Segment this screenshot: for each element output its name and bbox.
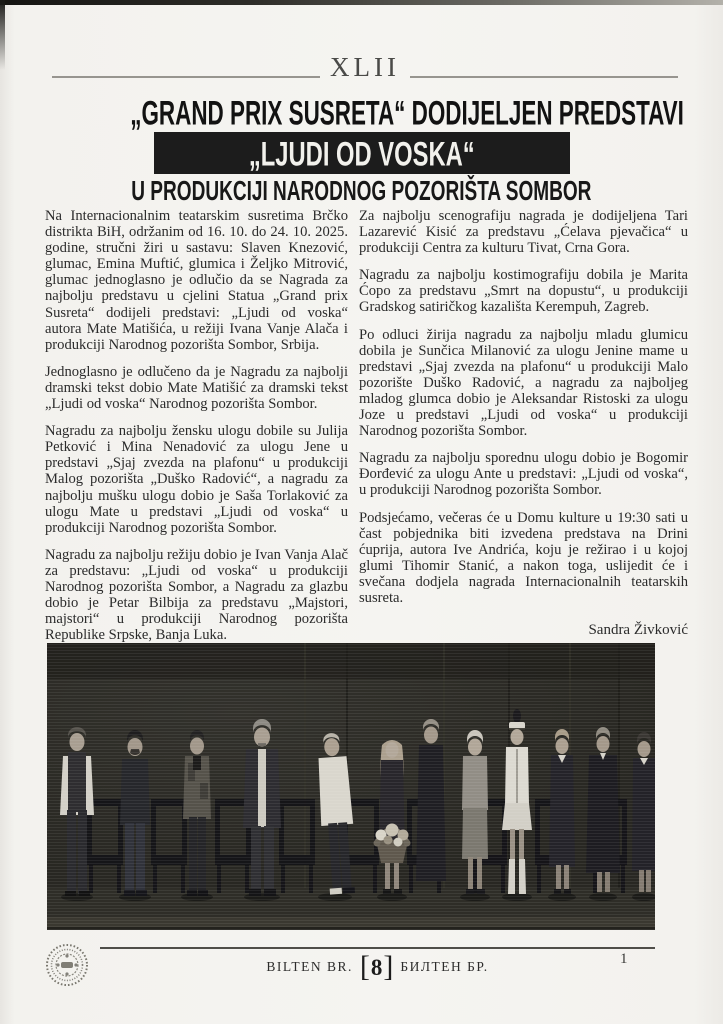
footer-label-cyrillic: БИЛТЕН БР. [400, 959, 489, 974]
headline-line3 [0, 177, 723, 205]
stage-photo-graphic [47, 643, 655, 930]
paragraph: Na Internacionalnim teatarskim susretima Brčko distrikta BiH, održanim od 16. 10. do 24. 10. 2025. godine, stručni žiri u sastavu: Slaven Knezović, glumac, Emina Muftić, glumica i Željko Mitrović, glumac jednoglasno je odlučio da se Nagrada za najbolju predstavu u cjelini Statua „Grand prix Susreta“ dodijeli predstavi: „Ljudi od voska“ autora Mate Matišića, u režiji Ivana Vanje Alača i produkciji Narodnog pozorišta Sombor, Srbija. [45, 208, 348, 353]
footer-imprint [100, 952, 655, 982]
headline-line2-text: „LJUDI OD VOSKA“ [248, 133, 475, 173]
paragraph: Jednoglasno je odlučeno da je Nagradu za najbolji dramski tekst dobio Mate Matišić za dramski tekst „Ljudi od voska“ Narodnog pozorišta Sombor. [45, 363, 348, 413]
footer-rule [100, 947, 655, 949]
bracket-left: [ [359, 950, 370, 983]
stage-photo [47, 643, 655, 930]
volume-roman-numeral: XLII [330, 52, 400, 82]
headline-line1-text: „GRAND PRIX SUSRETA“ DODIJELJEN PREDSTAVI [130, 92, 684, 132]
paragraph: Za najbolju scenografiju nagrada je dodijeljena Tari Lazarević Kisić za predstavu „Ćelava pjevačica“ u produkciji Centra za kulturu Tivat, Crna Gora. [359, 208, 688, 257]
bracket-right: ] [383, 950, 394, 983]
headline-block [0, 92, 723, 206]
seal-graphic [44, 940, 90, 990]
page-footer [0, 938, 723, 1008]
page-number: 1 [620, 951, 628, 967]
scan-artifact-top [0, 0, 723, 5]
article-column-right [359, 208, 688, 654]
byline: Sandra Živković [588, 622, 688, 639]
masthead [52, 54, 678, 81]
article-column-left [45, 208, 348, 654]
paragraph: Nagradu za najbolju sporednu ulogu dobio je Bogomir Đorđević za ulogu Ante u predstavi: „Ljudi od voska“, u produkciji Narodnog pozorišta Sombor. [359, 450, 688, 499]
headline-line1 [0, 92, 723, 132]
issue-number: 8 [370, 954, 383, 980]
masthead-rule-right [410, 76, 678, 78]
headline-line3-text: U PRODUKCIJI NARODNOG POZORIŠTA SOMBOR [131, 175, 592, 206]
paragraph: Nagradu za najbolju žensku ulogu dobile su Julija Petković i Mina Nenadović za ulogu Jene u predstavi „Sjaj zvezda na plafonu“ u produkciji Malog pozorišta „Duško Radović“, a nagradu za najbolju mušku ulogu dobio je Saša Torlaković za ulogu Mate u predstavi „Ljudi od voska“ u produkciji Narodnog pozorišta Sombor. [45, 423, 348, 536]
paragraph: Po odluci žirija nagradu za najbolju mladu glumicu dobila je Sunčica Milanović za ulogu Jenine mame u predstavi „Sjaj zvezda na plafonu“ u produkciji Malo pozorište Duško Radović, a nagradu za najboljeg mladog glumca dobio je Aleksandar Ristoski za ulogu Joze u predstavi „Ljudi od voska“ u produkciji Narodnog pozorišta Sombor. [359, 326, 688, 440]
paragraph: Podsjećamo, večeras će u Domu kulture u 19:30 sati u čast pobjednika biti izvedena predstava na Drini ćuprija, autora Ive Andrića, koju je režirao i u kojoj glumi Tihomir Stanić, a nakon toga, uslijedit će i svečana dodjela nagrada Internacionalnih teatarskih susreta. [359, 509, 688, 606]
ornamental-seal-icon [44, 940, 90, 990]
footer-label-latin: BILTEN BR. [266, 959, 353, 974]
headline-title-bar [154, 132, 570, 174]
paragraph: Nagradu za najbolju kostimografiju dobila je Marita Ćopo za predstavu „Smrt na dopustu“, u produkciji Gradskog satiričkog kazališta Kerempuh, Zagreb. [359, 267, 688, 316]
issue-number-badge [360, 952, 394, 982]
paragraph: Nagradu za najbolju režiju dobio je Ivan Vanja Alač za predstavu: „Ljudi od voska“ u produkciji Narodnog pozorišta Sombor, a Nagradu za glazbu dobio je Petar Bilbija za predstavu „Majstori, majstori“ u produkciji Narodnog pozorišta Republike Srpske, Banja Luka. [45, 546, 348, 644]
scan-artifact-left [0, 0, 5, 70]
article-body [45, 208, 688, 654]
masthead-rule-left [52, 76, 320, 78]
